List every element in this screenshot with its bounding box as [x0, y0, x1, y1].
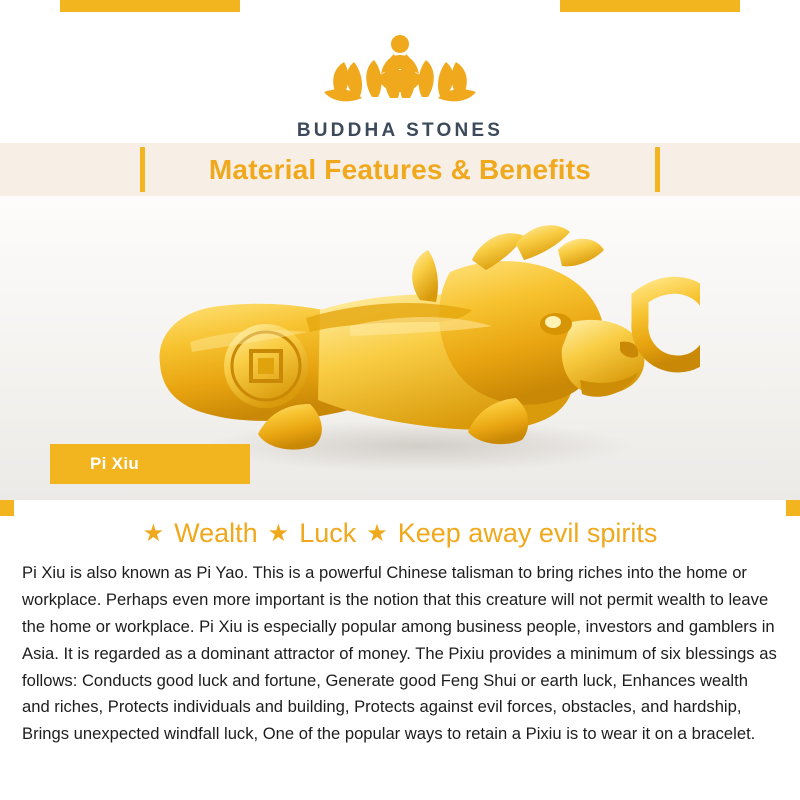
page-title: Material Features & Benefits — [208, 153, 592, 185]
benefit-evil-spirits: Keep away evil spirits — [397, 518, 658, 548]
description-paragraph: Pi Xiu is also known as Pi Yao. This is a powerful Chinese talisman to bring riches into the home or workplace. Perhaps even more important is the notion that this creature will not permit wealth to leave the home or workplace. Pi Xiu is especially popular among business people, investors and gamblers in Asia. It is regarded as a dominant attractor of money. The Pixiu provides a minimum of six blessings as follows: Conducts good luck and fortune, Generate good Feng Shui or earth luck, Enhances wealth and riches, Protects individuals and building, Protects against evil forces, obstacles, and hardship, Brings unexpected windfall luck, One of the popular ways to retain a Pixiu is to wear it on a bracelet. — [22, 563, 777, 744]
title-container — [140, 143, 660, 196]
benefits-headline — [0, 518, 800, 549]
brand-logo — [0, 22, 800, 142]
brand-name: BUDDHA STONES — [296, 120, 504, 141]
product-caption-tab — [50, 444, 250, 484]
benefit-wealth: Wealth — [174, 518, 258, 548]
corner-accent-top-right — [560, 0, 740, 12]
star-icon: ★ — [366, 520, 388, 547]
benefit-luck: Luck — [299, 518, 357, 548]
product-caption-label: Pi Xiu — [90, 454, 140, 473]
lotus-meditation-icon — [310, 22, 490, 114]
corner-accent-top-left — [60, 0, 240, 12]
star-icon: ★ — [267, 520, 290, 547]
star-icon: ★ — [142, 520, 165, 547]
